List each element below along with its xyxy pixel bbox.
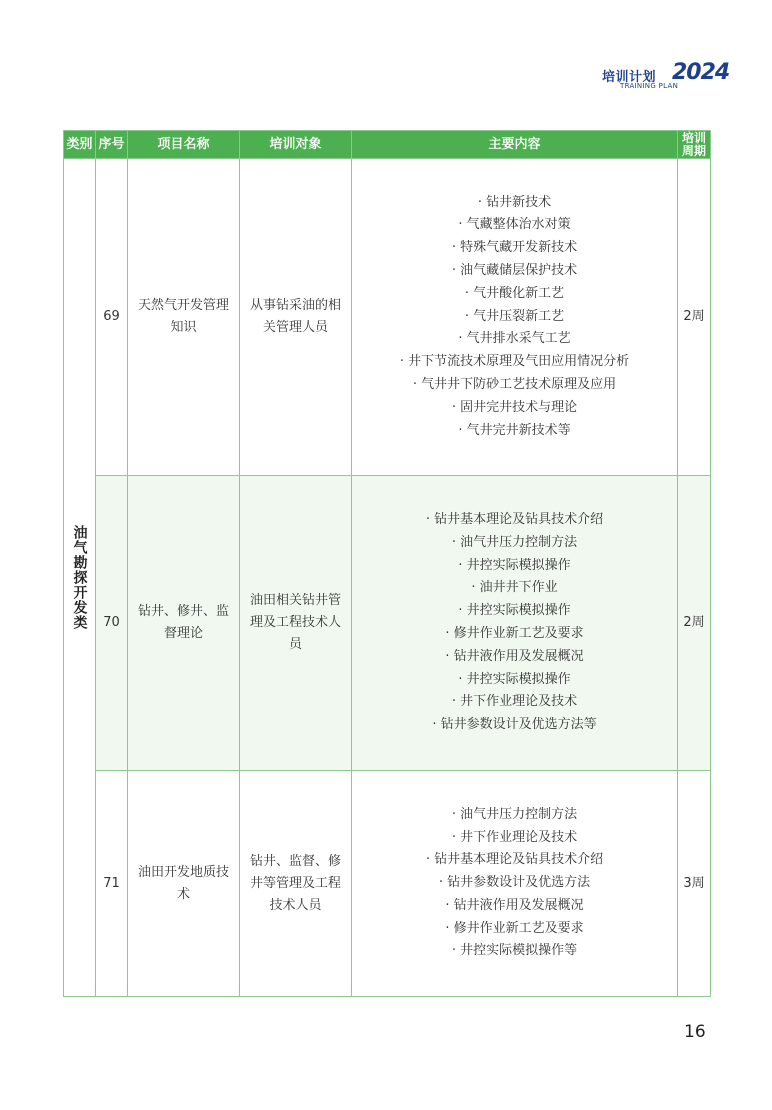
training-period: 2周: [678, 159, 711, 476]
content-item: · 气藏整体治水对策: [356, 214, 673, 237]
training-target: 油田相关钻井管理及工程技术人员: [240, 476, 352, 771]
content-item: · 固井完井技术与理论: [356, 397, 673, 420]
content-item: · 井控实际模拟操作等: [356, 940, 673, 963]
content-item: · 钻井液作用及发展概况: [356, 646, 673, 669]
table-row: [64, 159, 711, 476]
table-row: [64, 476, 711, 771]
content-item: · 钻井新技术: [356, 192, 673, 215]
content-item: · 井下节流技术原理及气田应用情况分析: [356, 351, 673, 374]
content-item: · 钻井基本理论及钻具技术介绍: [356, 849, 673, 872]
content-item: · 钻井基本理论及钻具技术介绍: [356, 509, 673, 532]
content-item: · 油气井压力控制方法: [356, 804, 673, 827]
table-row: [64, 771, 711, 997]
content-list: [356, 192, 673, 443]
content-item: · 气井压裂新工艺: [356, 306, 673, 329]
table-header-row: [64, 131, 711, 159]
content-list: [356, 804, 673, 964]
column-header-period: 培训周期: [678, 131, 711, 159]
training-target: 从事钻采油的相关管理人员: [240, 159, 352, 476]
content-item: · 特殊气藏开发新技术: [356, 237, 673, 260]
content-item: · 井控实际模拟操作: [356, 669, 673, 692]
content-item: · 气井酸化新工艺: [356, 283, 673, 306]
content-item: · 油井井下作业: [356, 577, 673, 600]
logo-cn-text: 培训计划: [602, 70, 657, 85]
content-item: · 钻井参数设计及优选方法等: [356, 714, 673, 737]
category-label: 油气勘探开发类: [71, 525, 88, 630]
training-plan-logo: [602, 60, 730, 92]
training-plan-table: [63, 130, 711, 997]
column-header-category: 类别: [64, 131, 96, 159]
main-contents: [352, 476, 678, 771]
column-header-project-name: 项目名称: [128, 131, 240, 159]
content-list: [356, 509, 673, 737]
column-header-target: 培训对象: [240, 131, 352, 159]
row-number: 69: [96, 159, 128, 476]
training-period: 3周: [678, 771, 711, 997]
project-name: 钻井、修井、监督理论: [128, 476, 240, 771]
main-contents: [352, 159, 678, 476]
row-number: 70: [96, 476, 128, 771]
logo-en-text: TRAINING PLAN: [620, 82, 679, 90]
training-period: 2周: [678, 476, 711, 771]
project-name: 油田开发地质技术: [128, 771, 240, 997]
content-item: · 井下作业理论及技术: [356, 691, 673, 714]
page-number: 16: [684, 1022, 706, 1042]
content-item: · 油气藏储层保护技术: [356, 260, 673, 283]
content-item: · 修井作业新工艺及要求: [356, 918, 673, 941]
category-cell: [64, 159, 96, 997]
content-item: · 钻井参数设计及优选方法: [356, 872, 673, 895]
content-item: · 气井井下防砂工艺技术原理及应用: [356, 374, 673, 397]
content-item: · 气井完井新技术等: [356, 420, 673, 443]
content-item: · 井控实际模拟操作: [356, 555, 673, 578]
content-item: · 井下作业理论及技术: [356, 827, 673, 850]
column-header-contents: 主要内容: [352, 131, 678, 159]
column-header-number: 序号: [96, 131, 128, 159]
row-number: 71: [96, 771, 128, 997]
content-item: · 修井作业新工艺及要求: [356, 623, 673, 646]
content-item: · 井控实际模拟操作: [356, 600, 673, 623]
main-contents: [352, 771, 678, 997]
content-item: · 气井排水采气工艺: [356, 328, 673, 351]
content-item: · 钻井液作用及发展概况: [356, 895, 673, 918]
training-target: 钻井、监督、修井等管理及工程技术人员: [240, 771, 352, 997]
logo-year: 2024: [672, 60, 730, 85]
project-name: 天然气开发管理知识: [128, 159, 240, 476]
content-item: · 油气井压力控制方法: [356, 532, 673, 555]
